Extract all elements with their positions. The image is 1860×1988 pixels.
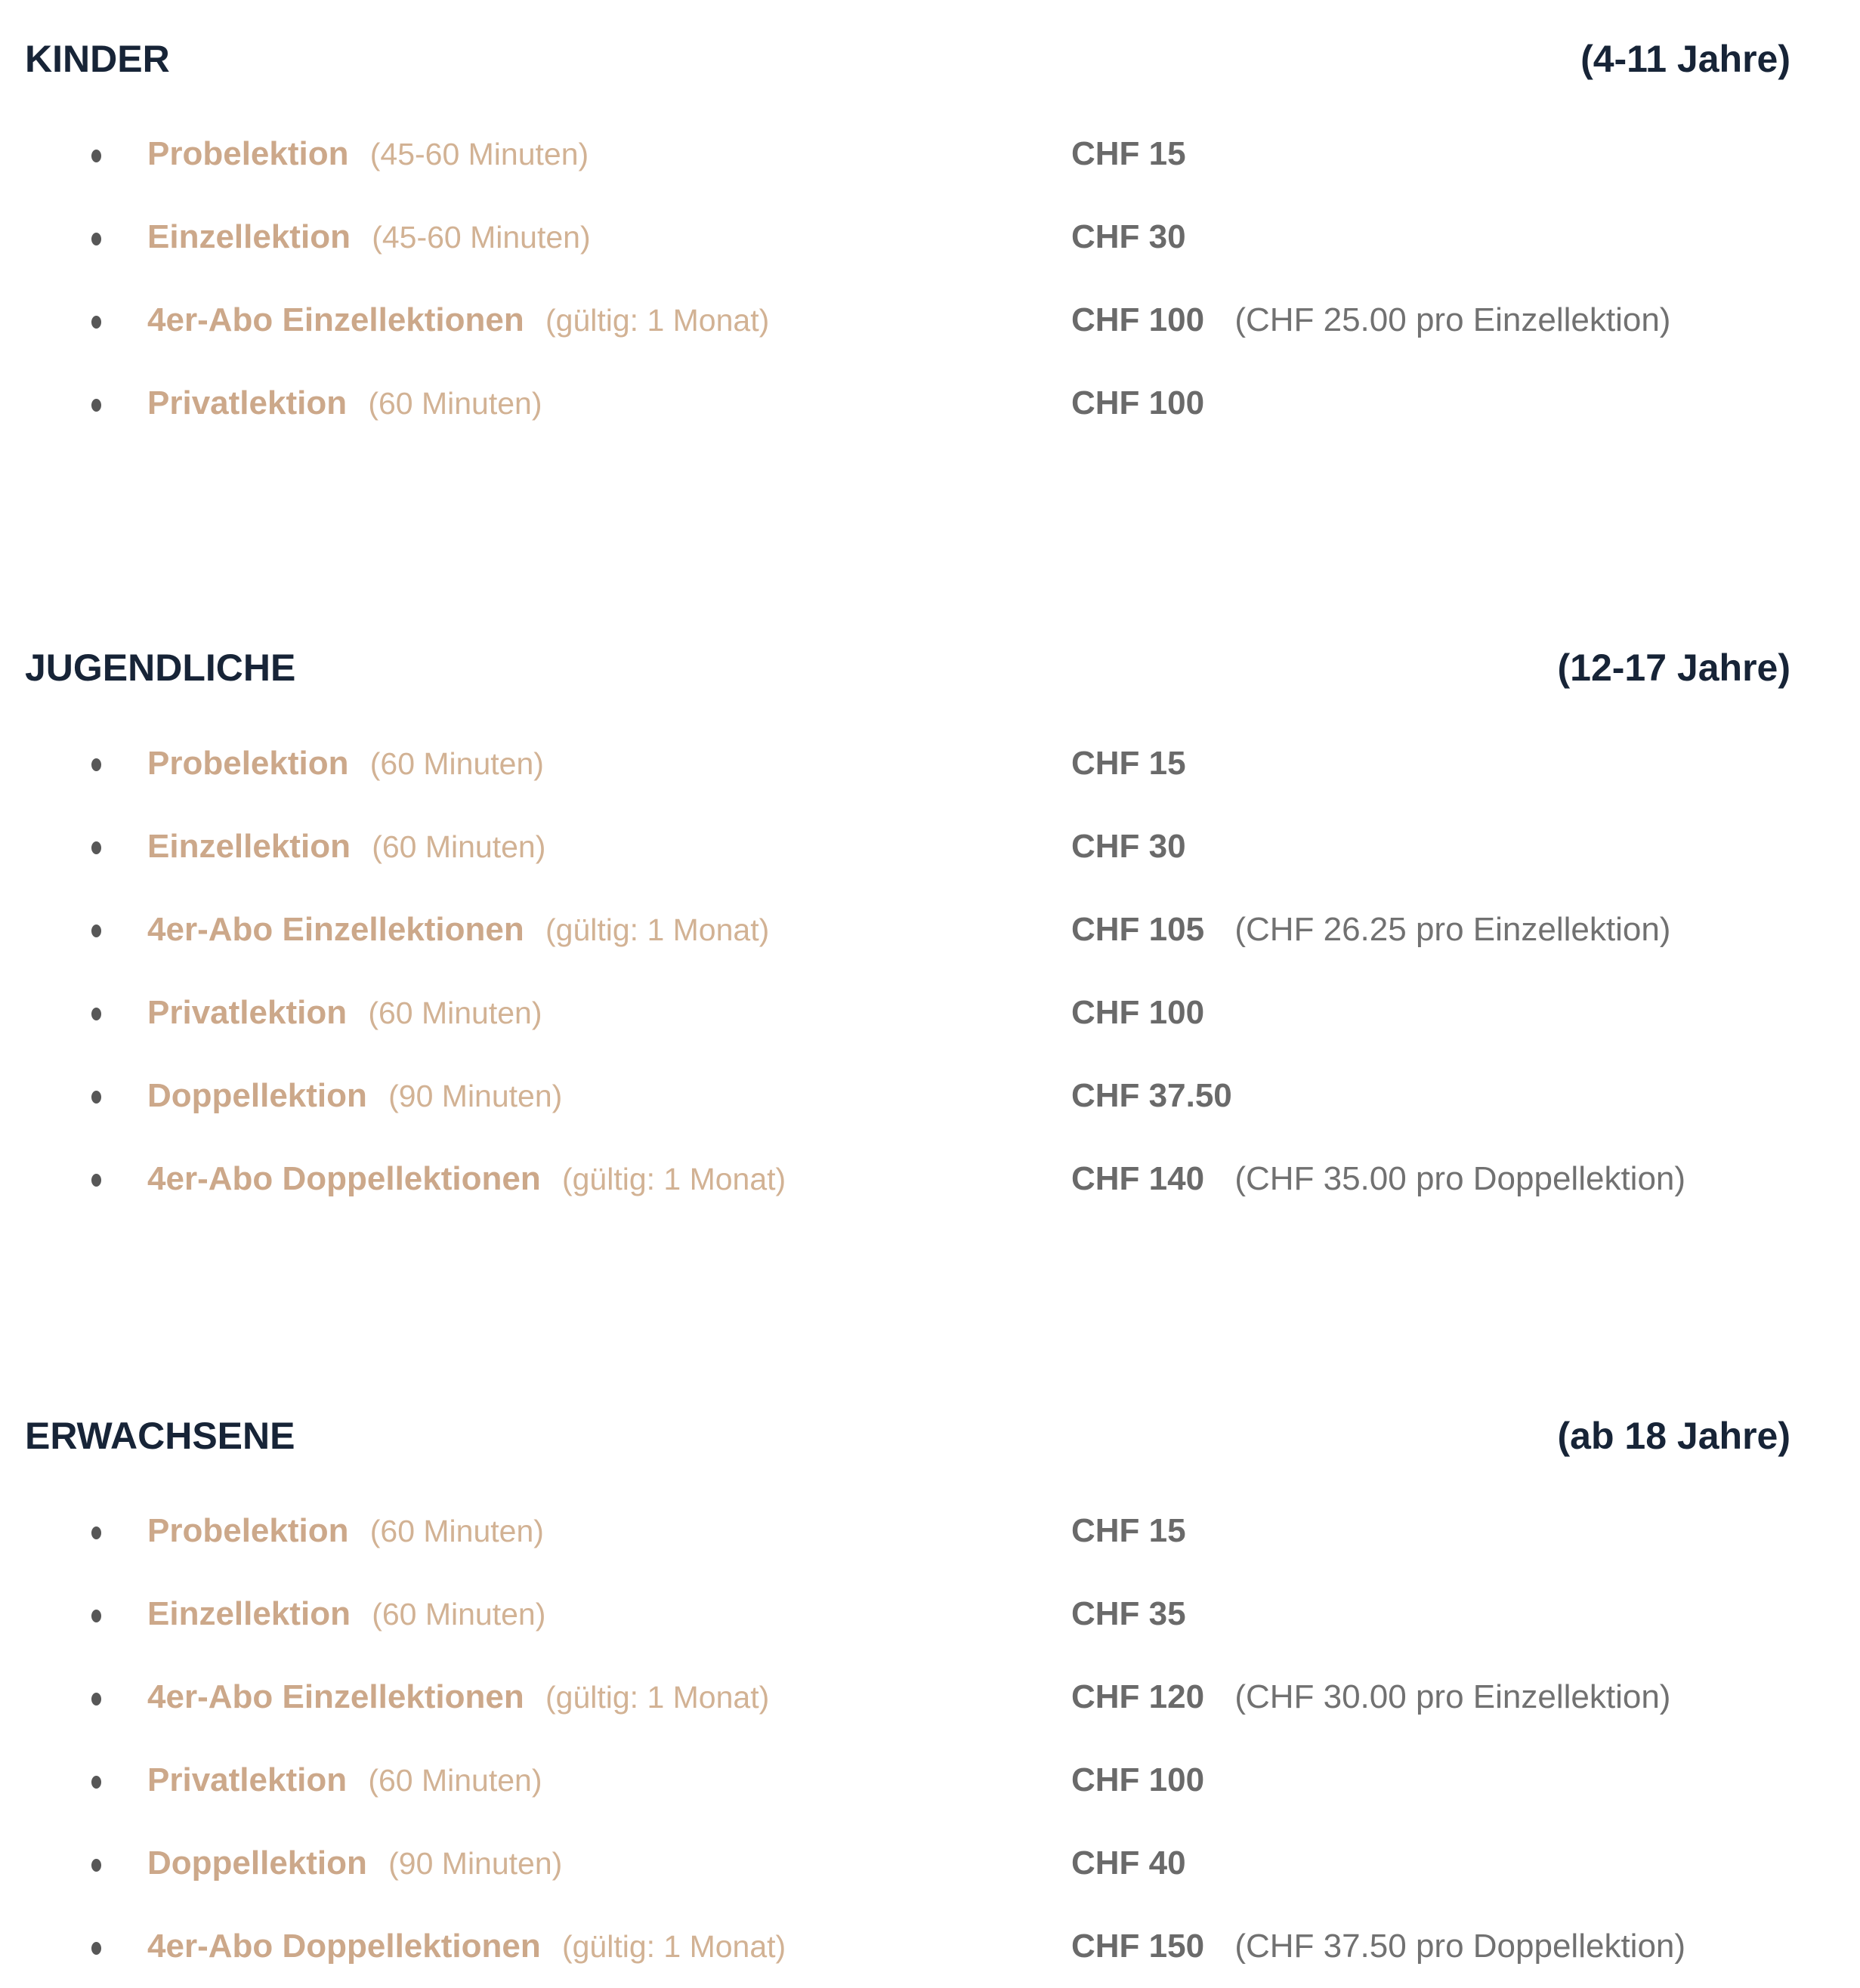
item-price: CHF 150	[1071, 1928, 1204, 1965]
item-price-cell	[1071, 828, 1830, 866]
item-name: Einzellektion	[147, 1595, 351, 1632]
section-title: KINDER	[25, 36, 170, 82]
bullet-icon	[91, 316, 101, 329]
item-name: Probelektion	[147, 1512, 349, 1549]
bullet-icon	[91, 1610, 101, 1622]
item-price-cell	[1071, 218, 1830, 256]
item-description	[147, 218, 1071, 256]
item-duration: (60 Minuten)	[368, 386, 542, 421]
item-description	[147, 1678, 1071, 1716]
item-price: CHF 15	[1071, 135, 1186, 172]
price-item	[25, 971, 1830, 1054]
price-item	[25, 113, 1830, 196]
price-items	[25, 113, 1830, 445]
item-name: Probelektion	[147, 135, 349, 172]
item-price: CHF 30	[1071, 828, 1186, 865]
item-description	[147, 384, 1071, 422]
bullet-icon	[91, 399, 101, 412]
item-description	[147, 1595, 1071, 1633]
item-price-cell	[1071, 994, 1830, 1032]
item-price-cell	[1071, 1761, 1830, 1799]
item-description	[147, 745, 1071, 783]
price-item	[25, 362, 1830, 445]
item-duration: (gültig: 1 Monat)	[545, 1680, 769, 1715]
price-item	[25, 1905, 1830, 1988]
item-price: CHF 37.50	[1071, 1077, 1232, 1114]
price-list	[25, 36, 1830, 1988]
item-name: 4er-Abo Einzellektionen	[147, 1678, 524, 1715]
bullet-icon	[91, 233, 101, 245]
item-name: 4er-Abo Einzellektionen	[147, 301, 524, 338]
item-duration: (60 Minuten)	[368, 996, 542, 1030]
item-description	[147, 911, 1071, 949]
price-item	[25, 1822, 1830, 1905]
item-price: CHF 100	[1071, 1761, 1204, 1798]
item-price: CHF 15	[1071, 1512, 1186, 1549]
item-name: 4er-Abo Doppellektionen	[147, 1928, 541, 1965]
item-name: Doppellektion	[147, 1844, 367, 1882]
bullet-icon	[91, 841, 101, 854]
item-price-cell	[1071, 384, 1830, 422]
section-age-range: (12-17 Jahre)	[1558, 645, 1791, 690]
price-section-erwachsene	[25, 1413, 1830, 1988]
item-price-note: (CHF 37.50 pro Doppellektion)	[1234, 1928, 1685, 1965]
item-price-note: (CHF 30.00 pro Einzellektion)	[1234, 1678, 1670, 1715]
item-name: 4er-Abo Einzellektionen	[147, 911, 524, 948]
item-duration: (45-60 Minuten)	[372, 220, 590, 255]
item-price-cell	[1071, 1678, 1830, 1716]
bullet-icon	[91, 1942, 101, 1955]
price-section-kinder	[25, 36, 1830, 446]
section-header	[25, 36, 1830, 82]
item-description	[147, 828, 1071, 866]
price-item	[25, 279, 1830, 362]
item-description	[147, 1077, 1071, 1115]
item-duration: (gültig: 1 Monat)	[545, 912, 769, 947]
item-price-cell	[1071, 1160, 1830, 1198]
item-price-cell	[1071, 1512, 1830, 1550]
item-description	[147, 301, 1071, 339]
item-duration: (60 Minuten)	[372, 829, 545, 864]
price-items	[25, 1489, 1830, 1988]
price-item	[25, 1739, 1830, 1822]
item-duration: (60 Minuten)	[370, 1514, 544, 1548]
item-price-note: (CHF 35.00 pro Doppellektion)	[1234, 1160, 1685, 1197]
price-section-jugendliche	[25, 645, 1830, 1221]
price-item	[25, 1138, 1830, 1221]
bullet-icon	[91, 925, 101, 937]
price-item	[25, 805, 1830, 888]
price-items	[25, 722, 1830, 1221]
bullet-icon	[91, 1526, 101, 1539]
item-price-cell	[1071, 1077, 1830, 1115]
item-price: CHF 140	[1071, 1160, 1204, 1197]
price-item	[25, 1054, 1830, 1138]
item-duration: (90 Minuten)	[388, 1079, 562, 1113]
item-price-cell	[1071, 1595, 1830, 1633]
price-item	[25, 1656, 1830, 1739]
item-duration: (gültig: 1 Monat)	[562, 1929, 786, 1964]
item-name: Privatlektion	[147, 384, 347, 421]
section-header	[25, 1413, 1830, 1459]
bullet-icon	[91, 1776, 101, 1789]
item-price: CHF 15	[1071, 745, 1186, 782]
price-item	[25, 888, 1830, 971]
item-duration: (gültig: 1 Monat)	[562, 1162, 786, 1196]
item-name: Doppellektion	[147, 1077, 367, 1114]
section-title: JUGENDLICHE	[25, 645, 295, 690]
item-description	[147, 1761, 1071, 1799]
item-description	[147, 1844, 1071, 1882]
bullet-icon	[91, 1174, 101, 1187]
price-item	[25, 1489, 1830, 1573]
item-duration: (60 Minuten)	[370, 746, 544, 781]
bullet-icon	[91, 758, 101, 771]
section-age-range: (ab 18 Jahre)	[1558, 1413, 1790, 1459]
item-price-cell	[1071, 135, 1830, 173]
item-price-cell	[1071, 1844, 1830, 1882]
item-price: CHF 100	[1071, 994, 1204, 1031]
item-description	[147, 1512, 1071, 1550]
section-title: ERWACHSENE	[25, 1413, 295, 1459]
item-duration: (gültig: 1 Monat)	[545, 303, 769, 338]
item-price-note: (CHF 26.25 pro Einzellektion)	[1234, 911, 1670, 948]
item-price: CHF 35	[1071, 1595, 1186, 1632]
item-description	[147, 994, 1071, 1032]
price-item	[25, 1573, 1830, 1656]
bullet-icon	[91, 1091, 101, 1104]
item-price-cell	[1071, 911, 1830, 949]
item-name: 4er-Abo Doppellektionen	[147, 1160, 541, 1197]
bullet-icon	[91, 150, 101, 162]
section-age-range: (4-11 Jahre)	[1580, 36, 1790, 82]
item-price-cell	[1071, 745, 1830, 783]
item-duration: (60 Minuten)	[372, 1597, 545, 1631]
item-price-note: (CHF 25.00 pro Einzellektion)	[1234, 301, 1670, 338]
item-price: CHF 30	[1071, 218, 1186, 255]
item-price: CHF 105	[1071, 911, 1204, 948]
item-name: Privatlektion	[147, 1761, 347, 1798]
item-description	[147, 135, 1071, 173]
bullet-icon	[91, 1859, 101, 1872]
item-price-cell	[1071, 301, 1830, 339]
item-price: CHF 40	[1071, 1844, 1186, 1882]
bullet-icon	[91, 1693, 101, 1706]
item-description	[147, 1160, 1071, 1198]
price-item	[25, 722, 1830, 805]
price-item	[25, 196, 1830, 279]
item-name: Einzellektion	[147, 218, 351, 255]
item-name: Einzellektion	[147, 828, 351, 865]
item-name: Privatlektion	[147, 994, 347, 1031]
item-price: CHF 100	[1071, 384, 1204, 421]
section-header	[25, 645, 1830, 690]
item-price: CHF 100	[1071, 301, 1204, 338]
item-duration: (60 Minuten)	[368, 1763, 542, 1798]
item-duration: (90 Minuten)	[388, 1846, 562, 1881]
item-name: Probelektion	[147, 745, 349, 782]
bullet-icon	[91, 1008, 101, 1020]
item-duration: (45-60 Minuten)	[370, 137, 589, 171]
item-price: CHF 120	[1071, 1678, 1204, 1715]
